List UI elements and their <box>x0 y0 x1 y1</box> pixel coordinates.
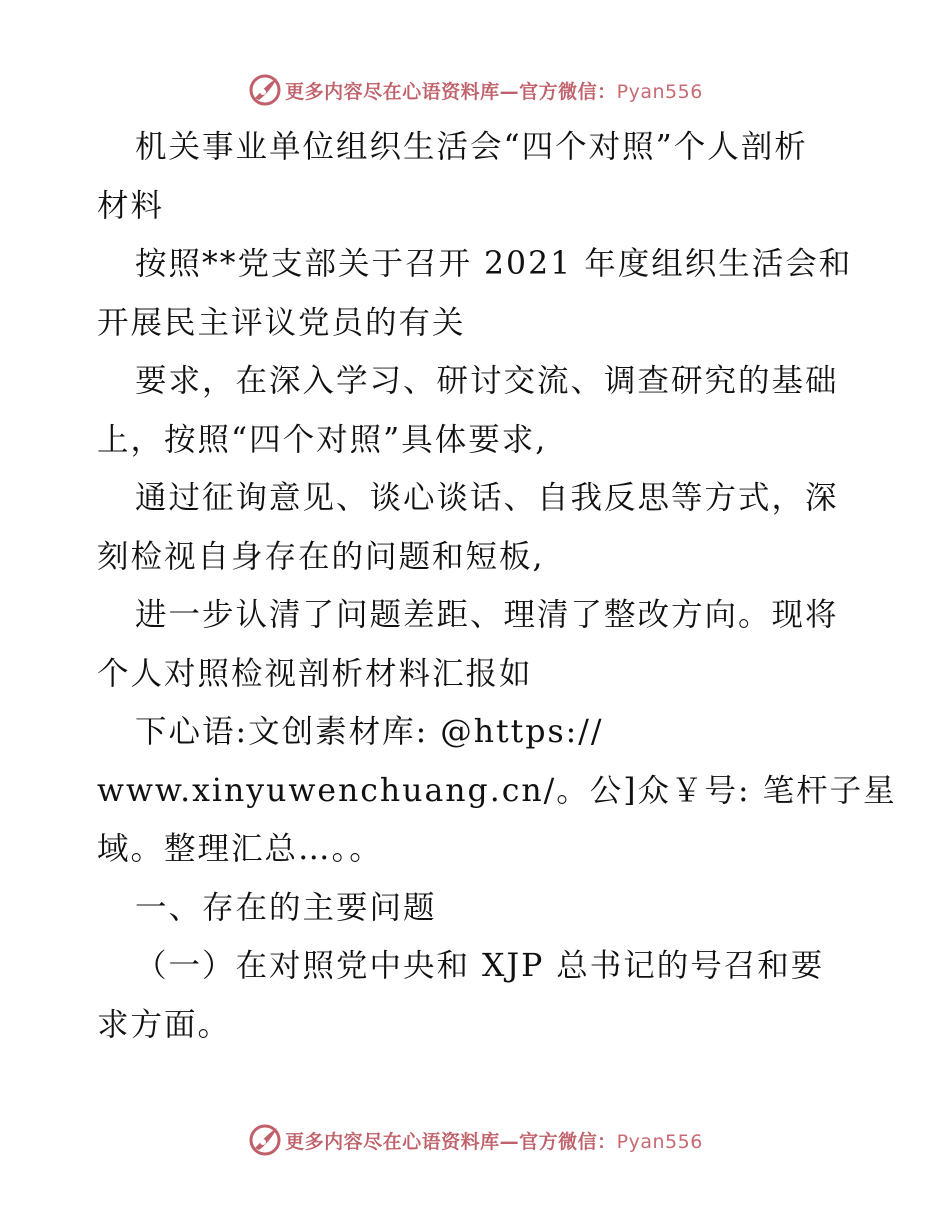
quill-emblem-icon <box>247 1122 283 1158</box>
subsection-heading-cont: 求方面。 <box>97 1006 232 1043</box>
paragraph-line: 通过征询意见、谈心谈话、自我反思等方式，深 <box>135 480 839 516</box>
subsection-heading: （一）在对照党中央和 XJP 总书记的号召和要 <box>135 948 825 984</box>
banner-text: 更多内容尽在心语资料库—官方微信：Pyan556 <box>285 1130 703 1153</box>
paragraph-line: 上，按照“四个对照”具体要求, <box>97 421 548 458</box>
paragraph-line: 下心语:文创素材库: @https:// <box>135 714 604 750</box>
banner-wechat-id: Pyan556 <box>616 1130 703 1153</box>
paragraph-line: 域。整理汇总…。。 <box>97 831 383 867</box>
paragraph-line: 进一步认清了问题差距、理清了整改方向。现将 <box>135 597 839 633</box>
paragraph-line: 开展民主评议党员的有关 <box>97 304 466 341</box>
footer-banner <box>0 1120 950 1160</box>
title-line-1: 机关事业单位组织生活会“四个对照”个人剖析 <box>135 129 808 165</box>
header-banner <box>0 70 950 110</box>
document-body <box>97 118 897 1054</box>
banner-wechat-id: Pyan556 <box>616 80 703 103</box>
paragraph-line: 刻检视自身存在的问题和短板, <box>97 538 545 575</box>
paragraph-line: 要求，在深入学习、研讨交流、调查研究的基础 <box>135 363 839 399</box>
title-line-2: 材料 <box>97 187 165 224</box>
banner-text: 更多内容尽在心语资料库—官方微信：Pyan556 <box>285 80 703 103</box>
url-line: www.xinyuwenchuang.cn/。公]众￥号: 笔杆子星 <box>97 772 897 809</box>
paragraph-line: 按照**党支部关于召开 2021 年度组织生活会和 <box>135 246 853 282</box>
section-heading: 一、存在的主要问题 <box>135 889 437 926</box>
quill-emblem-icon <box>247 72 283 108</box>
paragraph-line: 个人对照检视剖析材料汇报如 <box>97 655 533 692</box>
